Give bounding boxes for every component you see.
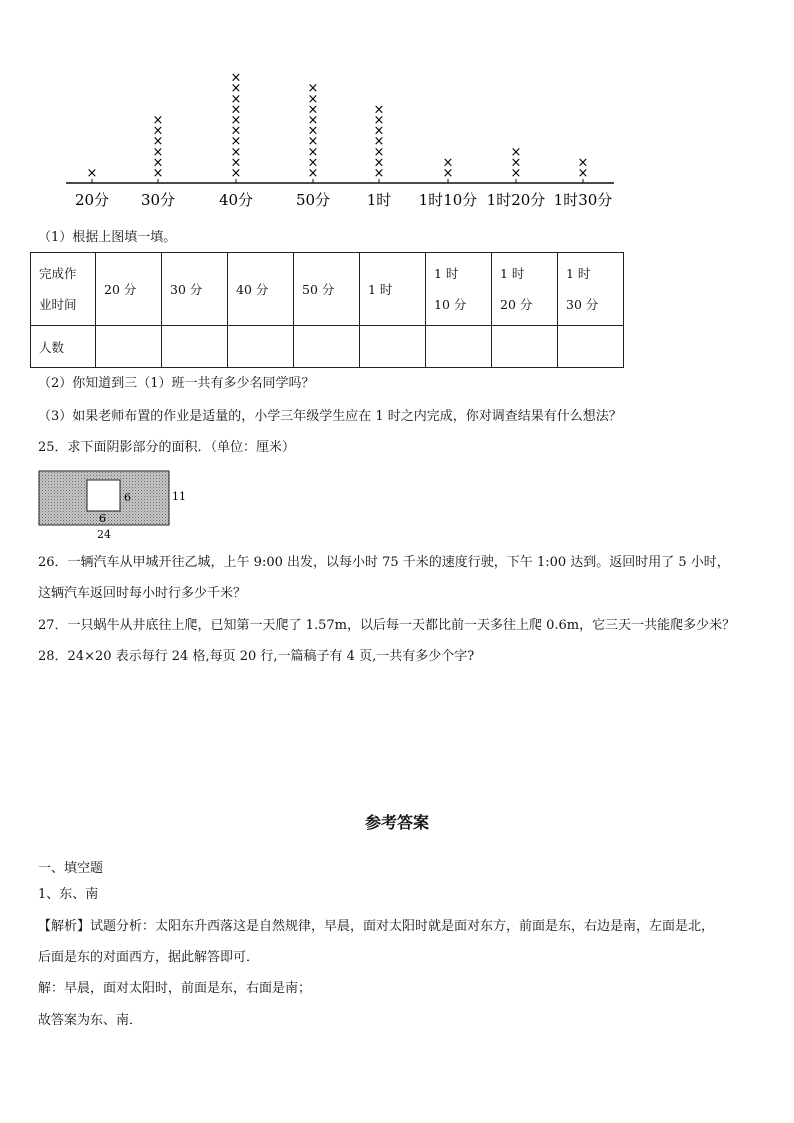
data-mark: × [230, 81, 242, 97]
data-mark: × [307, 144, 319, 160]
data-mark: × [307, 123, 319, 139]
tick-label: 30分 [140, 191, 176, 209]
data-mark: × [577, 155, 589, 171]
answer-cell [558, 326, 624, 368]
row-label-cell: 人数 [31, 326, 96, 368]
table-header-row [31, 253, 624, 326]
data-mark: × [230, 166, 242, 181]
data-mark: × [307, 102, 319, 118]
data-mark: × [373, 155, 385, 171]
q28-text: 28．24×20 表示每行 24 格,每页 20 行,一篇稿子有 4 页,一共有多少个字? [38, 649, 475, 664]
data-mark: × [230, 102, 242, 118]
tick-label: 1时30分 [553, 191, 613, 209]
data-mark: × [230, 113, 242, 128]
table-count-row [31, 326, 624, 368]
data-mark: × [307, 91, 319, 107]
data-mark: × [373, 102, 385, 118]
height-label: 11 [172, 490, 186, 503]
data-mark: × [230, 70, 242, 86]
data-mark: × [152, 144, 164, 160]
dot-plot-chart [0, 0, 794, 215]
square-bottom-label: 6 [99, 512, 106, 525]
data-mark: × [307, 113, 319, 128]
survey-table [30, 252, 624, 368]
data-mark: × [307, 134, 319, 150]
conclusion-line: 故答案为东、南． [38, 1013, 143, 1028]
header-label-cell: 完成作 业时间 [31, 253, 96, 326]
answers-section: 一、填空题 [38, 861, 104, 876]
tick-label: 40分 [218, 191, 254, 209]
data-mark: × [230, 123, 242, 139]
tick-label: 50分 [295, 191, 331, 209]
q26-line2: 这辆汽车返回时每小时行多少千米？ [38, 586, 247, 601]
data-mark: × [230, 144, 242, 160]
data-mark: × [86, 166, 98, 181]
tick-label: 1时10分 [418, 191, 478, 209]
data-mark: × [152, 113, 164, 128]
q24-sub1: （1）根据上图填一填。 [38, 230, 177, 245]
header-cell: 1 时 30 分 [558, 253, 624, 326]
data-mark: × [307, 155, 319, 171]
header-cell: 1 时 10 分 [426, 253, 492, 326]
analysis-line2: 后面是东的对面西方，据此解答即可． [38, 950, 260, 965]
answer-cell [294, 326, 360, 368]
answer-cell [228, 326, 294, 368]
data-mark: × [510, 166, 522, 181]
data-mark: × [152, 123, 164, 139]
data-mark: × [152, 166, 164, 181]
answer-cell [492, 326, 558, 368]
answer-cell [360, 326, 426, 368]
data-mark: × [307, 81, 319, 97]
data-mark: × [230, 155, 242, 171]
tick-label: 1时 [366, 191, 392, 209]
tick-label: 20分 [74, 191, 110, 209]
data-mark: × [230, 91, 242, 107]
data-mark: × [230, 134, 242, 150]
answer-cell [162, 326, 228, 368]
q26-line1: 26．一辆汽车从甲城开往乙城，上午 9:00 出发，以每小时 75 千米的速度行驶，下午 1:00 达到。返回时用了 5 小时， [38, 555, 730, 570]
data-mark: × [373, 113, 385, 128]
header-cell: 1 时 20 分 [492, 253, 558, 326]
answers-title: 参考答案 [364, 813, 429, 832]
header-cell: 1 时 [360, 253, 426, 326]
data-mark: × [577, 166, 589, 181]
data-mark: × [442, 166, 454, 181]
data-mark: × [307, 166, 319, 181]
answer-cell [426, 326, 492, 368]
data-mark: × [373, 166, 385, 181]
data-mark: × [152, 134, 164, 150]
data-mark: × [442, 155, 454, 171]
q24-sub3: （3）如果老师布置的作业是适量的，小学三年级学生应在 1 时之内完成，你对调查结果有什么想法？ [38, 409, 622, 424]
tick-label: 1时20分 [486, 191, 546, 209]
q25-text: 25．求下面阴影部分的面积．（单位：厘米） [38, 440, 296, 455]
data-mark: × [152, 155, 164, 171]
header-cell: 50 分 [294, 253, 360, 326]
data-mark: × [373, 144, 385, 160]
answer-cell [96, 326, 162, 368]
square-side-label: 6 [124, 491, 131, 504]
header-cell: 30 分 [162, 253, 228, 326]
blank-square [87, 480, 120, 511]
solution-line: 解：早晨，面对太阳时，前面是东，右面是南； [38, 981, 312, 996]
header-cell: 40 分 [228, 253, 294, 326]
q27-text: 27．一只蜗牛从井底往上爬，已知第一天爬了 1.57m，以后每一天都比前一天多往上爬 0.6m，它三天一共能爬多少米？ [38, 618, 736, 633]
data-mark: × [373, 123, 385, 139]
analysis-line1: 【解析】试题分析：太阳东升西落这是自然规律，早晨，面对太阳时就是面对东方，前面是东，右边是南，左面是北， [38, 919, 715, 934]
data-mark: × [510, 144, 522, 160]
q24-sub2: （2）你知道到三（1）班一共有多少名同学吗？ [38, 376, 315, 391]
answer-1: 1、东、南 [38, 887, 99, 902]
width-label: 24 [97, 528, 111, 541]
data-mark: × [510, 155, 522, 171]
data-mark: × [373, 134, 385, 150]
header-cell: 20 分 [96, 253, 162, 326]
shaded-figure [30, 466, 210, 542]
